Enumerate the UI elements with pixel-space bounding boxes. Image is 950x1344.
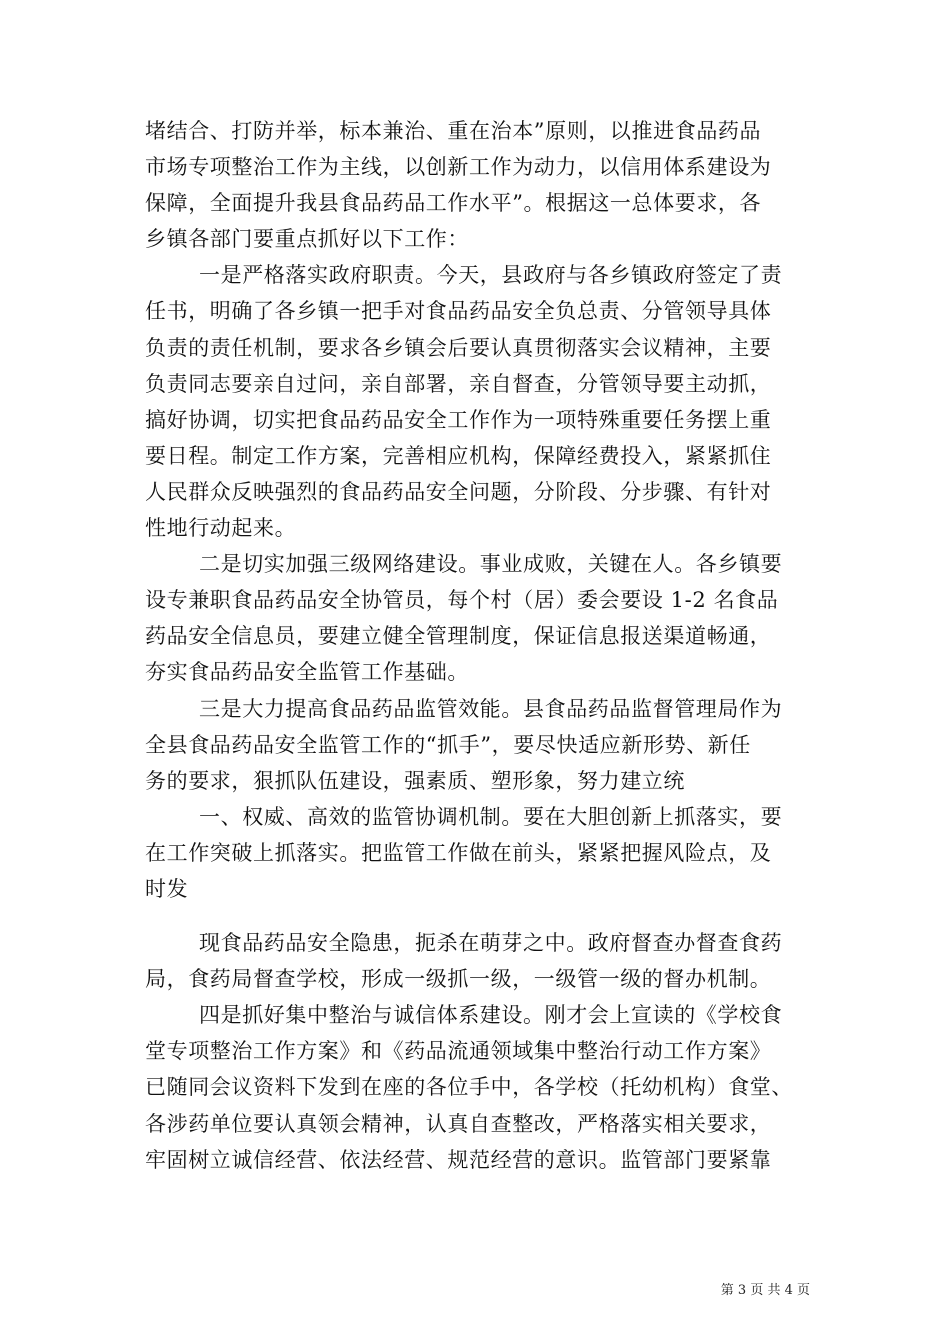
- paragraph-start-line: 一是严格落实政府职责。今天，县政府与各乡镇政府签定了责: [199, 263, 783, 288]
- text-line: 设专兼职食品药品安全协管员，每个村（居）委会要设 1-2 名食品: [145, 588, 779, 613]
- text-line: 务的要求，狠抓队伍建设，强素质、塑形象，努力建立统: [145, 768, 685, 793]
- page-number-footer: 第 3 页 共 4 页: [720, 1283, 810, 1298]
- text-line: 各涉药单位要认真领会精神，认真自查整改，严格落实相关要求，: [145, 1111, 772, 1136]
- text-line: 人民群众反映强烈的食品药品安全问题，分阶段、分步骤、有针对: [145, 479, 772, 504]
- paragraph-start-line: 二是切实加强三级网络建设。事业成败，关键在人。各乡镇要: [199, 552, 783, 577]
- paragraph-start-line: 四是抓好集中整治与诚信体系建设。刚才会上宣读的《学校食: [199, 1003, 783, 1028]
- text-line: 局，食药局督查学校，形成一级抓一级，一级管一级的督办机制。: [145, 967, 772, 992]
- text-line: 堂专项整治工作方案》和《药品流通领域集中整治行动工作方案》: [145, 1039, 772, 1064]
- text-line: 夯实食品药品安全监管工作基础。: [145, 660, 469, 685]
- text-line: 已随同会议资料下发到在座的各位手中，各学校（托幼机构）食堂、: [145, 1075, 793, 1100]
- paragraph-gap: [145, 907, 807, 925]
- text-line: 牢固树立诚信经营、依法经营、规范经营的意识。监管部门要紧靠: [145, 1147, 772, 1172]
- text-line: 药品安全信息员，要建立健全管理制度，保证信息报送渠道畅通，: [145, 624, 772, 649]
- document-body: [145, 113, 807, 1178]
- text-line: 保障，全面提升我县食品药品工作水平”。根据这一总体要求，各: [145, 191, 762, 216]
- text-line: 性地行动起来。: [145, 516, 297, 541]
- text-line: 任书，明确了各乡镇一把手对食品药品安全负总责、分管领导具体: [145, 299, 772, 324]
- paragraph-start-line: 三是大力提高食品药品监管效能。县食品药品监督管理局作为: [199, 696, 783, 721]
- text-line: 在工作突破上抓落实。把监管工作做在前头，紧紧把握风险点，及: [145, 840, 772, 865]
- text-line: 时发: [145, 876, 189, 901]
- paragraph-start-line: 现食品药品安全隐患，扼杀在萌芽之中。政府督查办督查食药: [199, 931, 783, 956]
- text-line: 搞好协调，切实把食品药品安全工作作为一项特殊重要任务摆上重: [145, 407, 772, 432]
- text-line: 乡镇各部门要重点抓好以下工作：: [145, 227, 469, 252]
- text-line: 堵结合、打防并举，标本兼治、重在治本”原则，以推进食品药品: [145, 119, 762, 143]
- text-line: 市场专项整治工作为主线，以创新工作为动力，以信用体系建设为: [145, 155, 772, 180]
- text-line: 负责同志要亲自过问，亲自部署，亲自督查，分管领导要主动抓，: [145, 371, 772, 396]
- text-line: 负责的责任机制，要求各乡镇会后要认真贯彻落实会议精神，主要: [145, 335, 772, 360]
- text-line: 要日程。制定工作方案，完善相应机构，保障经费投入，紧紧抓住: [145, 443, 772, 468]
- text-line: 全县食品药品安全监管工作的“抓手”，要尽快适应新形势、新任: [145, 732, 751, 757]
- paragraph-start-line: 一、权威、高效的监管协调机制。要在大胆创新上抓落实，要: [199, 804, 783, 829]
